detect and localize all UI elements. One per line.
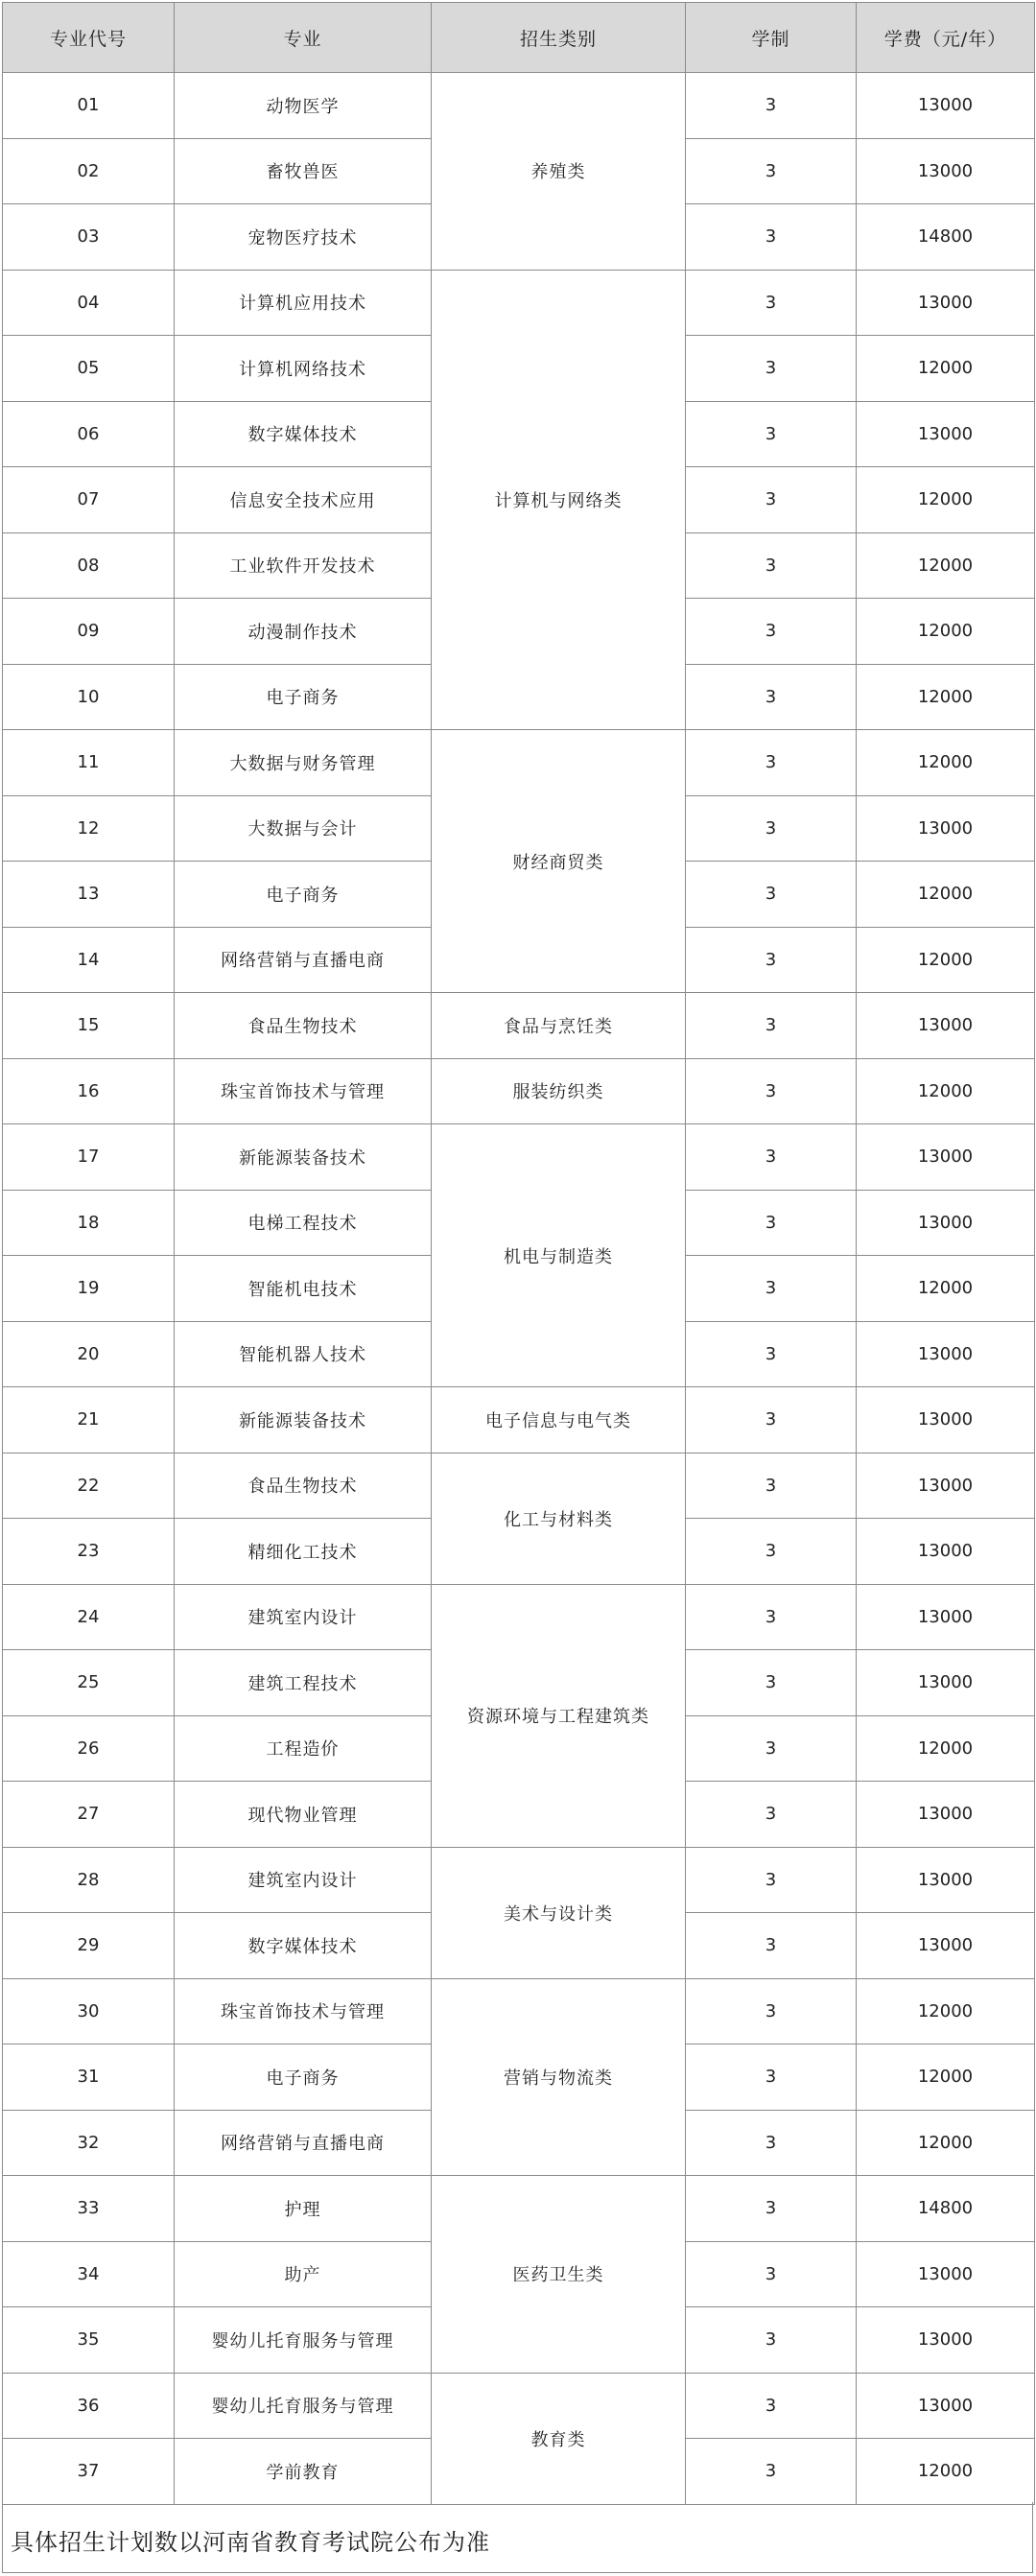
major-name-cell: 计算机网络技术 [175,336,432,402]
duration-cell: 3 [686,73,857,139]
category-cell: 资源环境与工程建筑类 [432,1584,686,1847]
tuition-cell: 12000 [857,664,1035,730]
major-name-cell: 计算机应用技术 [175,270,432,336]
duration-cell: 3 [686,927,857,993]
major-name-cell: 大数据与会计 [175,795,432,862]
major-name-cell: 精细化工技术 [175,1519,432,1585]
major-name-cell: 宠物医疗技术 [175,204,432,271]
major-code-cell: 11 [3,730,175,796]
header-years: 学制 [686,3,857,73]
tuition-cell: 12000 [857,862,1035,928]
duration-cell: 3 [686,2241,857,2307]
duration-cell: 3 [686,2373,857,2439]
major-name-cell: 现代物业管理 [175,1782,432,1848]
major-code-cell: 34 [3,2241,175,2307]
duration-cell: 3 [686,204,857,271]
major-name-cell: 食品生物技术 [175,1453,432,1519]
tuition-cell: 13000 [857,2373,1035,2439]
major-name-cell: 建筑工程技术 [175,1650,432,1716]
major-name-cell: 动漫制作技术 [175,599,432,665]
table-row [3,1124,1035,1191]
major-name-cell: 工业软件开发技术 [175,532,432,599]
major-code-cell: 21 [3,1387,175,1453]
table-row [3,1978,1035,2044]
duration-cell: 3 [686,664,857,730]
duration-cell: 3 [686,2044,857,2111]
major-code-cell: 24 [3,1584,175,1650]
tuition-cell: 12000 [857,532,1035,599]
table-row [3,1847,1035,1913]
duration-cell: 3 [686,336,857,402]
enrollment-table-sheet [2,2,1034,2505]
duration-cell: 3 [686,1978,857,2044]
major-code-cell: 28 [3,1847,175,1913]
table-row [3,270,1035,336]
major-name-cell: 智能机器人技术 [175,1321,432,1387]
tuition-cell: 13000 [857,1847,1035,1913]
duration-cell: 3 [686,1124,857,1191]
table-row [3,73,1035,139]
tuition-cell: 14800 [857,2176,1035,2242]
major-code-cell: 17 [3,1124,175,1191]
tuition-cell: 13000 [857,270,1035,336]
footnote-text: 具体招生计划数以河南省教育考试院公布为准 [11,2529,490,2556]
duration-cell: 3 [686,2176,857,2242]
tuition-cell: 13000 [857,1782,1035,1848]
major-name-cell: 智能机电技术 [175,1256,432,1322]
table-row [3,993,1035,1059]
major-code-cell: 06 [3,401,175,467]
tuition-cell: 12000 [857,1256,1035,1322]
category-cell: 食品与烹饪类 [432,993,686,1059]
duration-cell: 3 [686,1782,857,1848]
duration-cell: 3 [686,862,857,928]
tuition-cell: 12000 [857,2110,1035,2176]
major-name-cell: 婴幼儿托育服务与管理 [175,2373,432,2439]
table-row [3,730,1035,796]
major-name-cell: 电子商务 [175,862,432,928]
major-code-cell: 16 [3,1058,175,1124]
table-row [3,1058,1035,1124]
major-code-cell: 30 [3,1978,175,2044]
tuition-cell: 13000 [857,138,1035,204]
category-cell: 医药卫生类 [432,2176,686,2374]
major-code-cell: 31 [3,2044,175,2111]
table-row [3,1584,1035,1650]
major-name-cell: 食品生物技术 [175,993,432,1059]
tuition-cell: 13000 [857,73,1035,139]
duration-cell: 3 [686,1321,857,1387]
major-name-cell: 信息安全技术应用 [175,467,432,533]
duration-cell: 3 [686,1650,857,1716]
major-name-cell: 网络营销与直播电商 [175,927,432,993]
tuition-cell: 12000 [857,1715,1035,1782]
major-name-cell: 电梯工程技术 [175,1190,432,1256]
tuition-cell: 13000 [857,1913,1035,1979]
tuition-cell: 12000 [857,467,1035,533]
table-row [3,2176,1035,2242]
major-code-cell: 02 [3,138,175,204]
major-code-cell: 36 [3,2373,175,2439]
tuition-cell: 13000 [857,2241,1035,2307]
table-row [3,1387,1035,1453]
major-name-cell: 助产 [175,2241,432,2307]
duration-cell: 3 [686,270,857,336]
category-cell: 营销与物流类 [432,1978,686,2176]
major-name-cell: 学前教育 [175,2439,432,2505]
major-code-cell: 29 [3,1913,175,1979]
duration-cell: 3 [686,1453,857,1519]
tuition-cell: 13000 [857,993,1035,1059]
major-code-cell: 32 [3,2110,175,2176]
major-name-cell: 新能源装备技术 [175,1124,432,1191]
major-name-cell: 动物医学 [175,73,432,139]
duration-cell: 3 [686,138,857,204]
category-cell: 财经商贸类 [432,730,686,993]
major-code-cell: 10 [3,664,175,730]
tuition-cell: 12000 [857,2439,1035,2505]
major-code-cell: 18 [3,1190,175,1256]
tuition-cell: 14800 [857,204,1035,271]
tuition-cell: 12000 [857,1058,1035,1124]
category-cell: 教育类 [432,2373,686,2504]
tuition-cell: 13000 [857,1519,1035,1585]
major-name-cell: 畜牧兽医 [175,138,432,204]
major-name-cell: 数字媒体技术 [175,1913,432,1979]
major-code-cell: 35 [3,2307,175,2374]
duration-cell: 3 [686,1256,857,1322]
category-cell: 电子信息与电气类 [432,1387,686,1453]
major-code-cell: 26 [3,1715,175,1782]
duration-cell: 3 [686,2110,857,2176]
major-code-cell: 27 [3,1782,175,1848]
enrollment-table [2,2,1035,2505]
header-major: 专业 [175,3,432,73]
major-code-cell: 25 [3,1650,175,1716]
duration-cell: 3 [686,993,857,1059]
major-code-cell: 22 [3,1453,175,1519]
major-name-cell: 护理 [175,2176,432,2242]
table-body [3,73,1035,2505]
major-code-cell: 05 [3,336,175,402]
category-cell: 计算机与网络类 [432,270,686,730]
tuition-cell: 13000 [857,795,1035,862]
category-cell: 养殖类 [432,73,686,271]
major-name-cell: 建筑室内设计 [175,1847,432,1913]
table-row [3,2373,1035,2439]
major-name-cell: 网络营销与直播电商 [175,2110,432,2176]
duration-cell: 3 [686,1913,857,1979]
tuition-cell: 12000 [857,336,1035,402]
header-code: 专业代号 [3,3,175,73]
major-name-cell: 建筑室内设计 [175,1584,432,1650]
category-cell: 服装纺织类 [432,1058,686,1124]
major-code-cell: 15 [3,993,175,1059]
tuition-cell: 13000 [857,1387,1035,1453]
major-code-cell: 23 [3,1519,175,1585]
duration-cell: 3 [686,1190,857,1256]
major-code-cell: 13 [3,862,175,928]
duration-cell: 3 [686,1715,857,1782]
duration-cell: 3 [686,1847,857,1913]
tuition-cell: 13000 [857,2307,1035,2374]
major-name-cell: 珠宝首饰技术与管理 [175,1058,432,1124]
category-cell: 美术与设计类 [432,1847,686,1978]
tuition-cell: 13000 [857,401,1035,467]
major-code-cell: 14 [3,927,175,993]
major-name-cell: 新能源装备技术 [175,1387,432,1453]
tuition-cell: 12000 [857,927,1035,993]
major-code-cell: 20 [3,1321,175,1387]
duration-cell: 3 [686,1058,857,1124]
header-row [3,3,1035,73]
table-row [3,1453,1035,1519]
tuition-cell: 13000 [857,1124,1035,1191]
major-name-cell: 大数据与财务管理 [175,730,432,796]
major-code-cell: 08 [3,532,175,599]
header-fee: 学费（元/年） [857,3,1035,73]
duration-cell: 3 [686,532,857,599]
major-name-cell: 婴幼儿托育服务与管理 [175,2307,432,2374]
major-code-cell: 09 [3,599,175,665]
footnote [2,2502,1033,2573]
duration-cell: 3 [686,467,857,533]
major-code-cell: 03 [3,204,175,271]
duration-cell: 3 [686,1584,857,1650]
tuition-cell: 12000 [857,730,1035,796]
major-code-cell: 37 [3,2439,175,2505]
tuition-cell: 13000 [857,1650,1035,1716]
major-code-cell: 01 [3,73,175,139]
major-name-cell: 电子商务 [175,664,432,730]
tuition-cell: 12000 [857,599,1035,665]
major-code-cell: 04 [3,270,175,336]
header-category: 招生类别 [432,3,686,73]
major-name-cell: 珠宝首饰技术与管理 [175,1978,432,2044]
tuition-cell: 12000 [857,1978,1035,2044]
major-code-cell: 19 [3,1256,175,1322]
duration-cell: 3 [686,1387,857,1453]
tuition-cell: 12000 [857,2044,1035,2111]
category-cell: 化工与材料类 [432,1453,686,1584]
tuition-cell: 13000 [857,1321,1035,1387]
duration-cell: 3 [686,1519,857,1585]
tuition-cell: 13000 [857,1190,1035,1256]
duration-cell: 3 [686,730,857,796]
major-name-cell: 数字媒体技术 [175,401,432,467]
duration-cell: 3 [686,401,857,467]
major-name-cell: 电子商务 [175,2044,432,2111]
major-code-cell: 07 [3,467,175,533]
major-code-cell: 12 [3,795,175,862]
duration-cell: 3 [686,795,857,862]
tuition-cell: 13000 [857,1584,1035,1650]
tuition-cell: 13000 [857,1453,1035,1519]
duration-cell: 3 [686,2439,857,2505]
duration-cell: 3 [686,599,857,665]
duration-cell: 3 [686,2307,857,2374]
major-code-cell: 33 [3,2176,175,2242]
major-name-cell: 工程造价 [175,1715,432,1782]
category-cell: 机电与制造类 [432,1124,686,1387]
